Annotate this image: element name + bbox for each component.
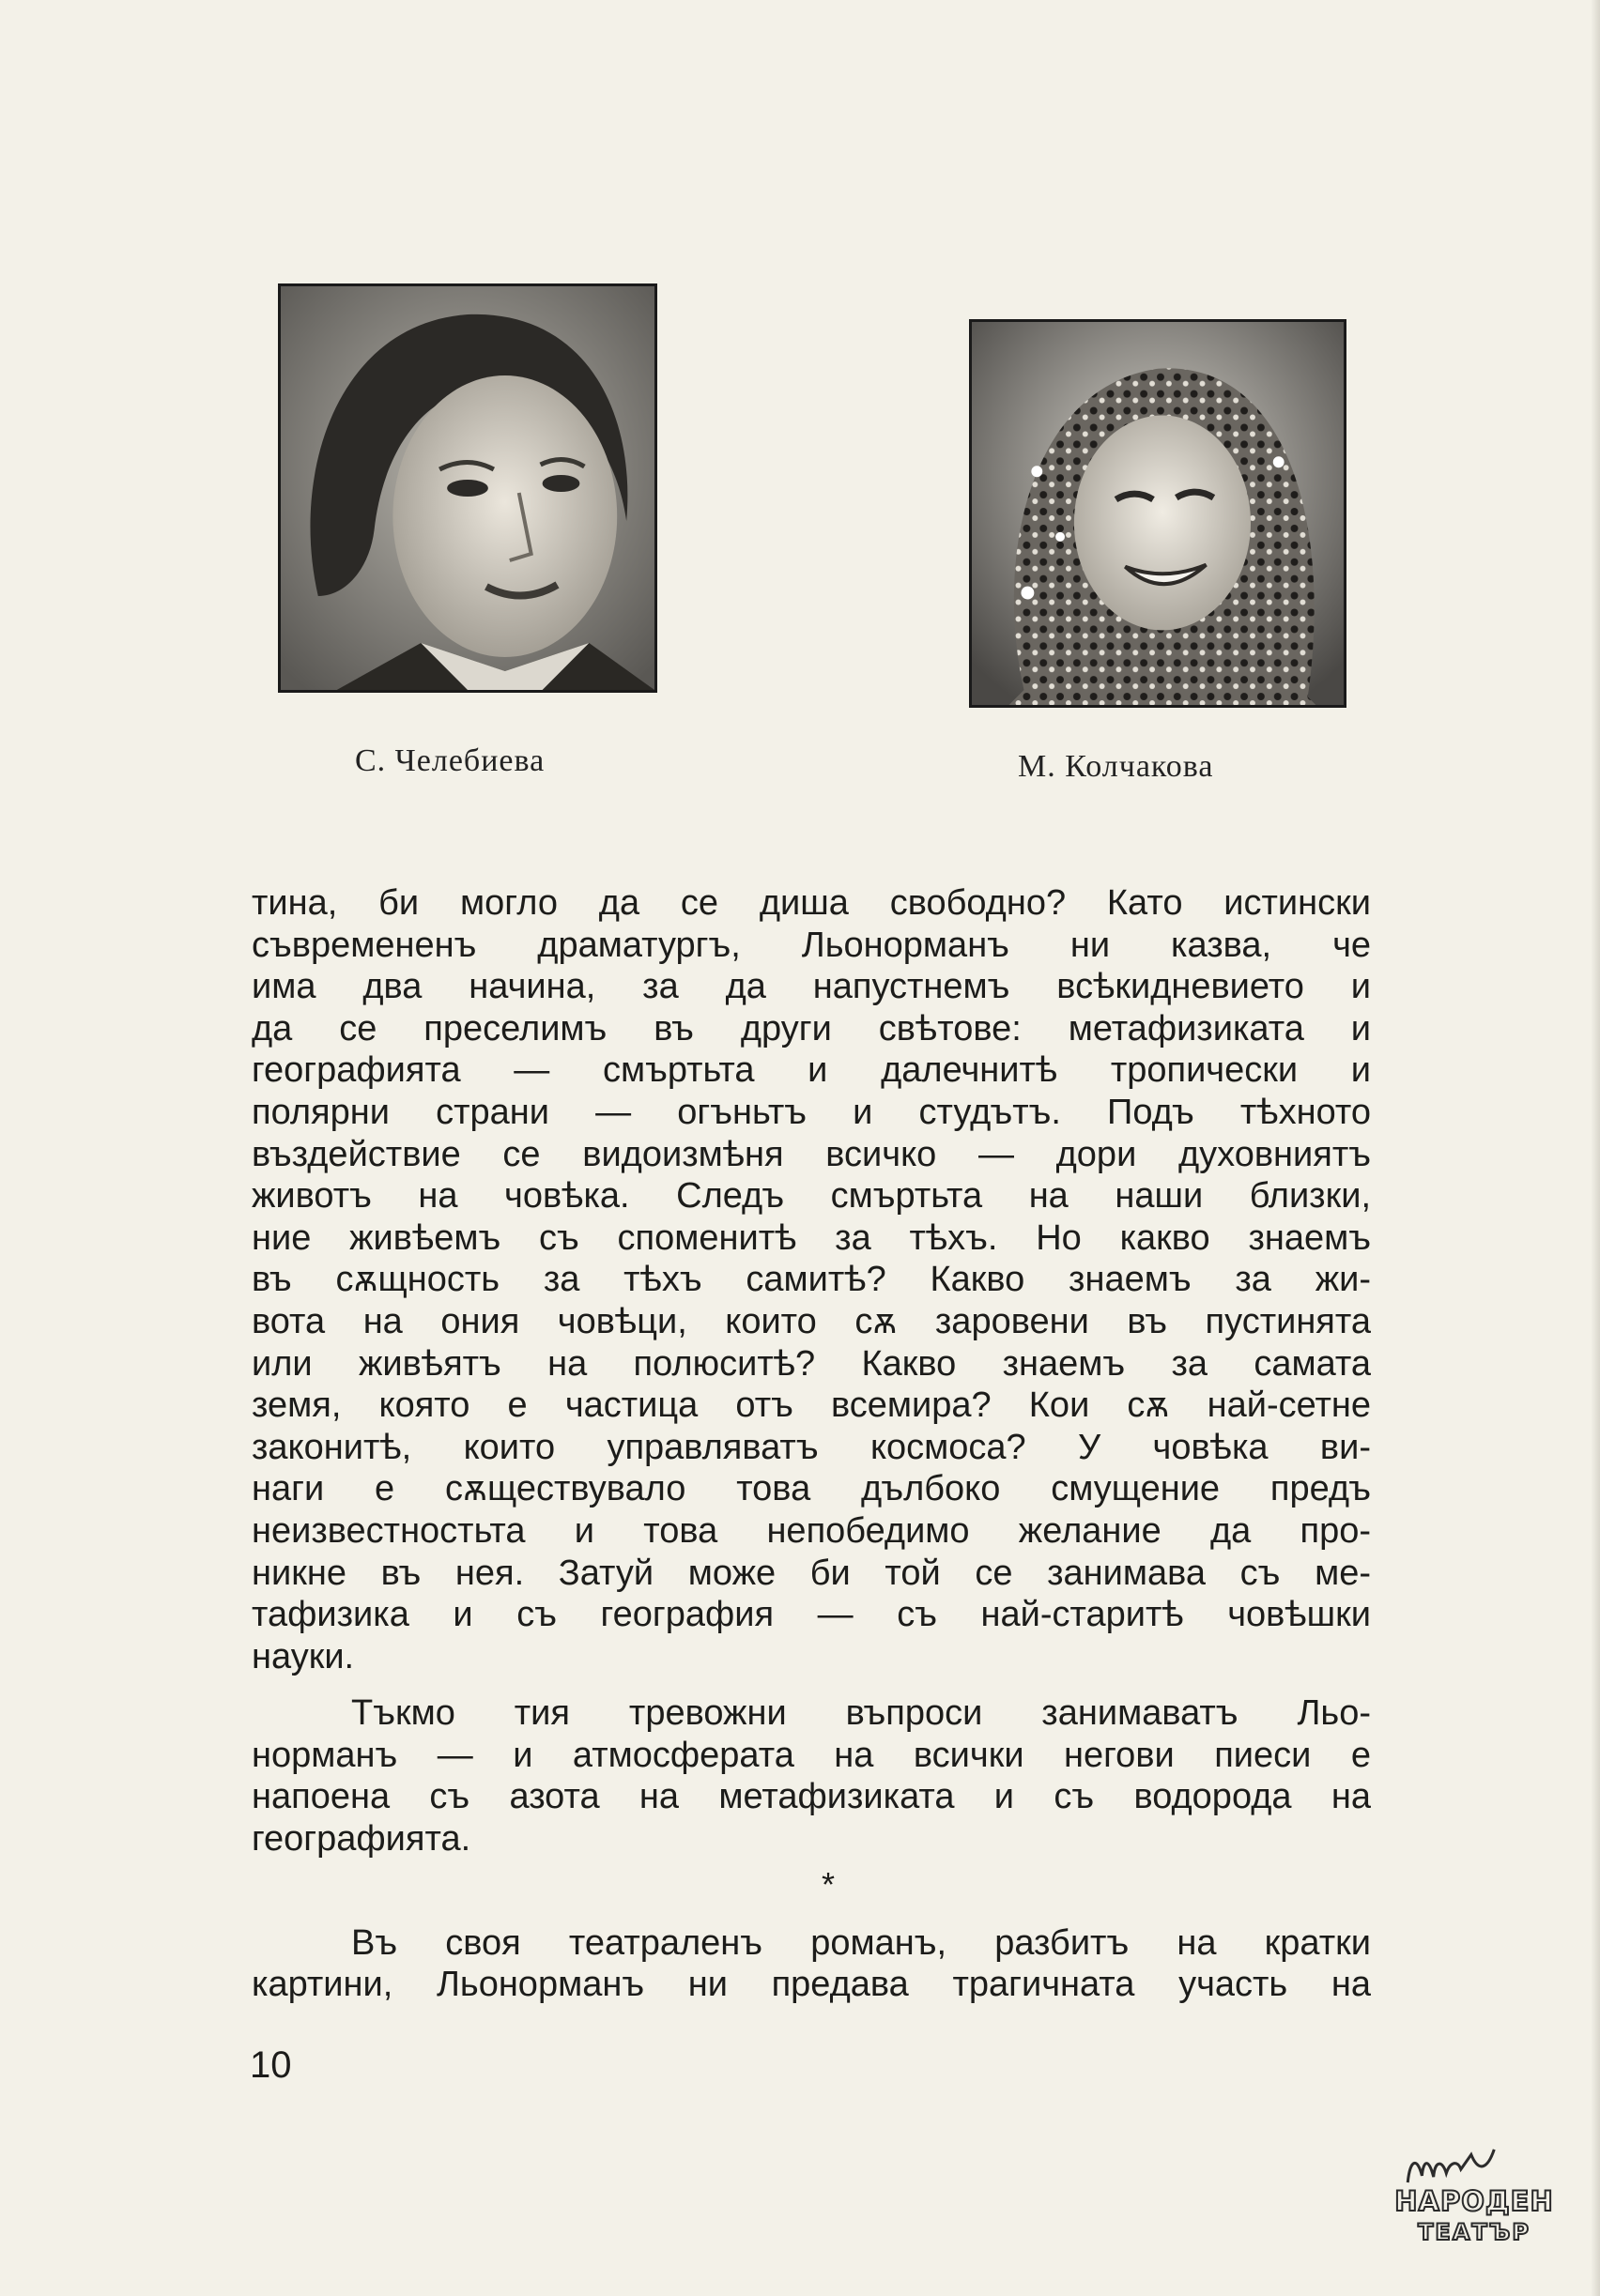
portrait-caption: М. Колчакова [1018,749,1214,784]
text-line: земя, която е частица отъ всемира? Кои сѫ най-сетне [252,1385,1371,1426]
text-line: тина, би могло да се диша свободно? Като истински [252,883,1371,923]
text-line: животъ на човѣка. Следъ смъртьта на наши близки, [252,1176,1371,1217]
text-line: полярни страни — огъньтъ и студътъ. Подъ тѣхното [252,1092,1371,1132]
text-line: Въ своя театраленъ романъ, разбитъ на кратки [351,1922,1371,1963]
text-line: Тъкмо тия тревожни въпроси занимаватъ Льо- [351,1693,1371,1734]
portrait-photo-kolchakova [969,319,1346,708]
section-separator: * [821,1864,835,1904]
text-line: наги е сѫществувало това дълбоко смущение предъ [252,1469,1371,1509]
logo-sub-text: ТЕАТЪР [1418,2219,1531,2245]
logo-main-text: НАРОДЕН [1394,2185,1554,2217]
paragraph [252,882,1371,1677]
text-line: тафизика и съ география — съ най-старитѣ човѣшки [252,1595,1371,1635]
text-line: напоена съ азота на метафизиката и съ водорода на [252,1777,1371,1817]
text-line: неизвестностьта и това непобедимо желание да про- [252,1510,1371,1551]
page-number: 10 [250,2044,292,2086]
text-line: норманъ — и атмосферата на всички негови пиеси е [252,1735,1371,1775]
text-line: картини, Льонорманъ ни предава трагичната участь на [252,1965,1371,2005]
text-line: никне въ нея. Затуй може би той се занимава съ ме- [252,1553,1371,1593]
portrait-caption: С. Челебиева [355,743,546,778]
paragraph [252,1922,1371,2006]
text-line: да се преселимъ въ други свѣтове: метафизиката и [252,1008,1371,1049]
text-line: законитѣ, които управляватъ космоса? У човѣка ви- [252,1427,1371,1467]
theatre-logo-stamp [1393,2148,1555,2258]
paragraph [252,1692,1371,1860]
text-line: географията — смъртьта и далечнитѣ тропически и [252,1050,1371,1091]
text-line: или живѣятъ на полюситѣ? Какво знаемъ за самата [252,1343,1371,1384]
text-line: вота на ония човѣци, които сѫ заровени въ пустинята [252,1301,1371,1341]
text-line: ние живѣемъ съ споменитѣ за тѣхъ. Но какво знаемъ [252,1217,1371,1258]
text-line: географията. [252,1819,471,1860]
text-line: въздействие се видоизмѣня всичко — дори духовниятъ [252,1134,1371,1174]
text-line: науки. [252,1636,355,1676]
article-text [252,882,1371,2006]
text-line: има два начина, за да напустнемъ всѣкидневието и [252,967,1371,1007]
page-edge [1591,0,1600,2296]
text-line: въ сѫщность за тѣхъ самитѣ? Какво знаемъ за жи- [252,1260,1371,1300]
portrait-photo-chelebieva [278,283,657,693]
text-line: съвремененъ драматургъ, Льонорманъ ни казва, че [252,925,1371,965]
